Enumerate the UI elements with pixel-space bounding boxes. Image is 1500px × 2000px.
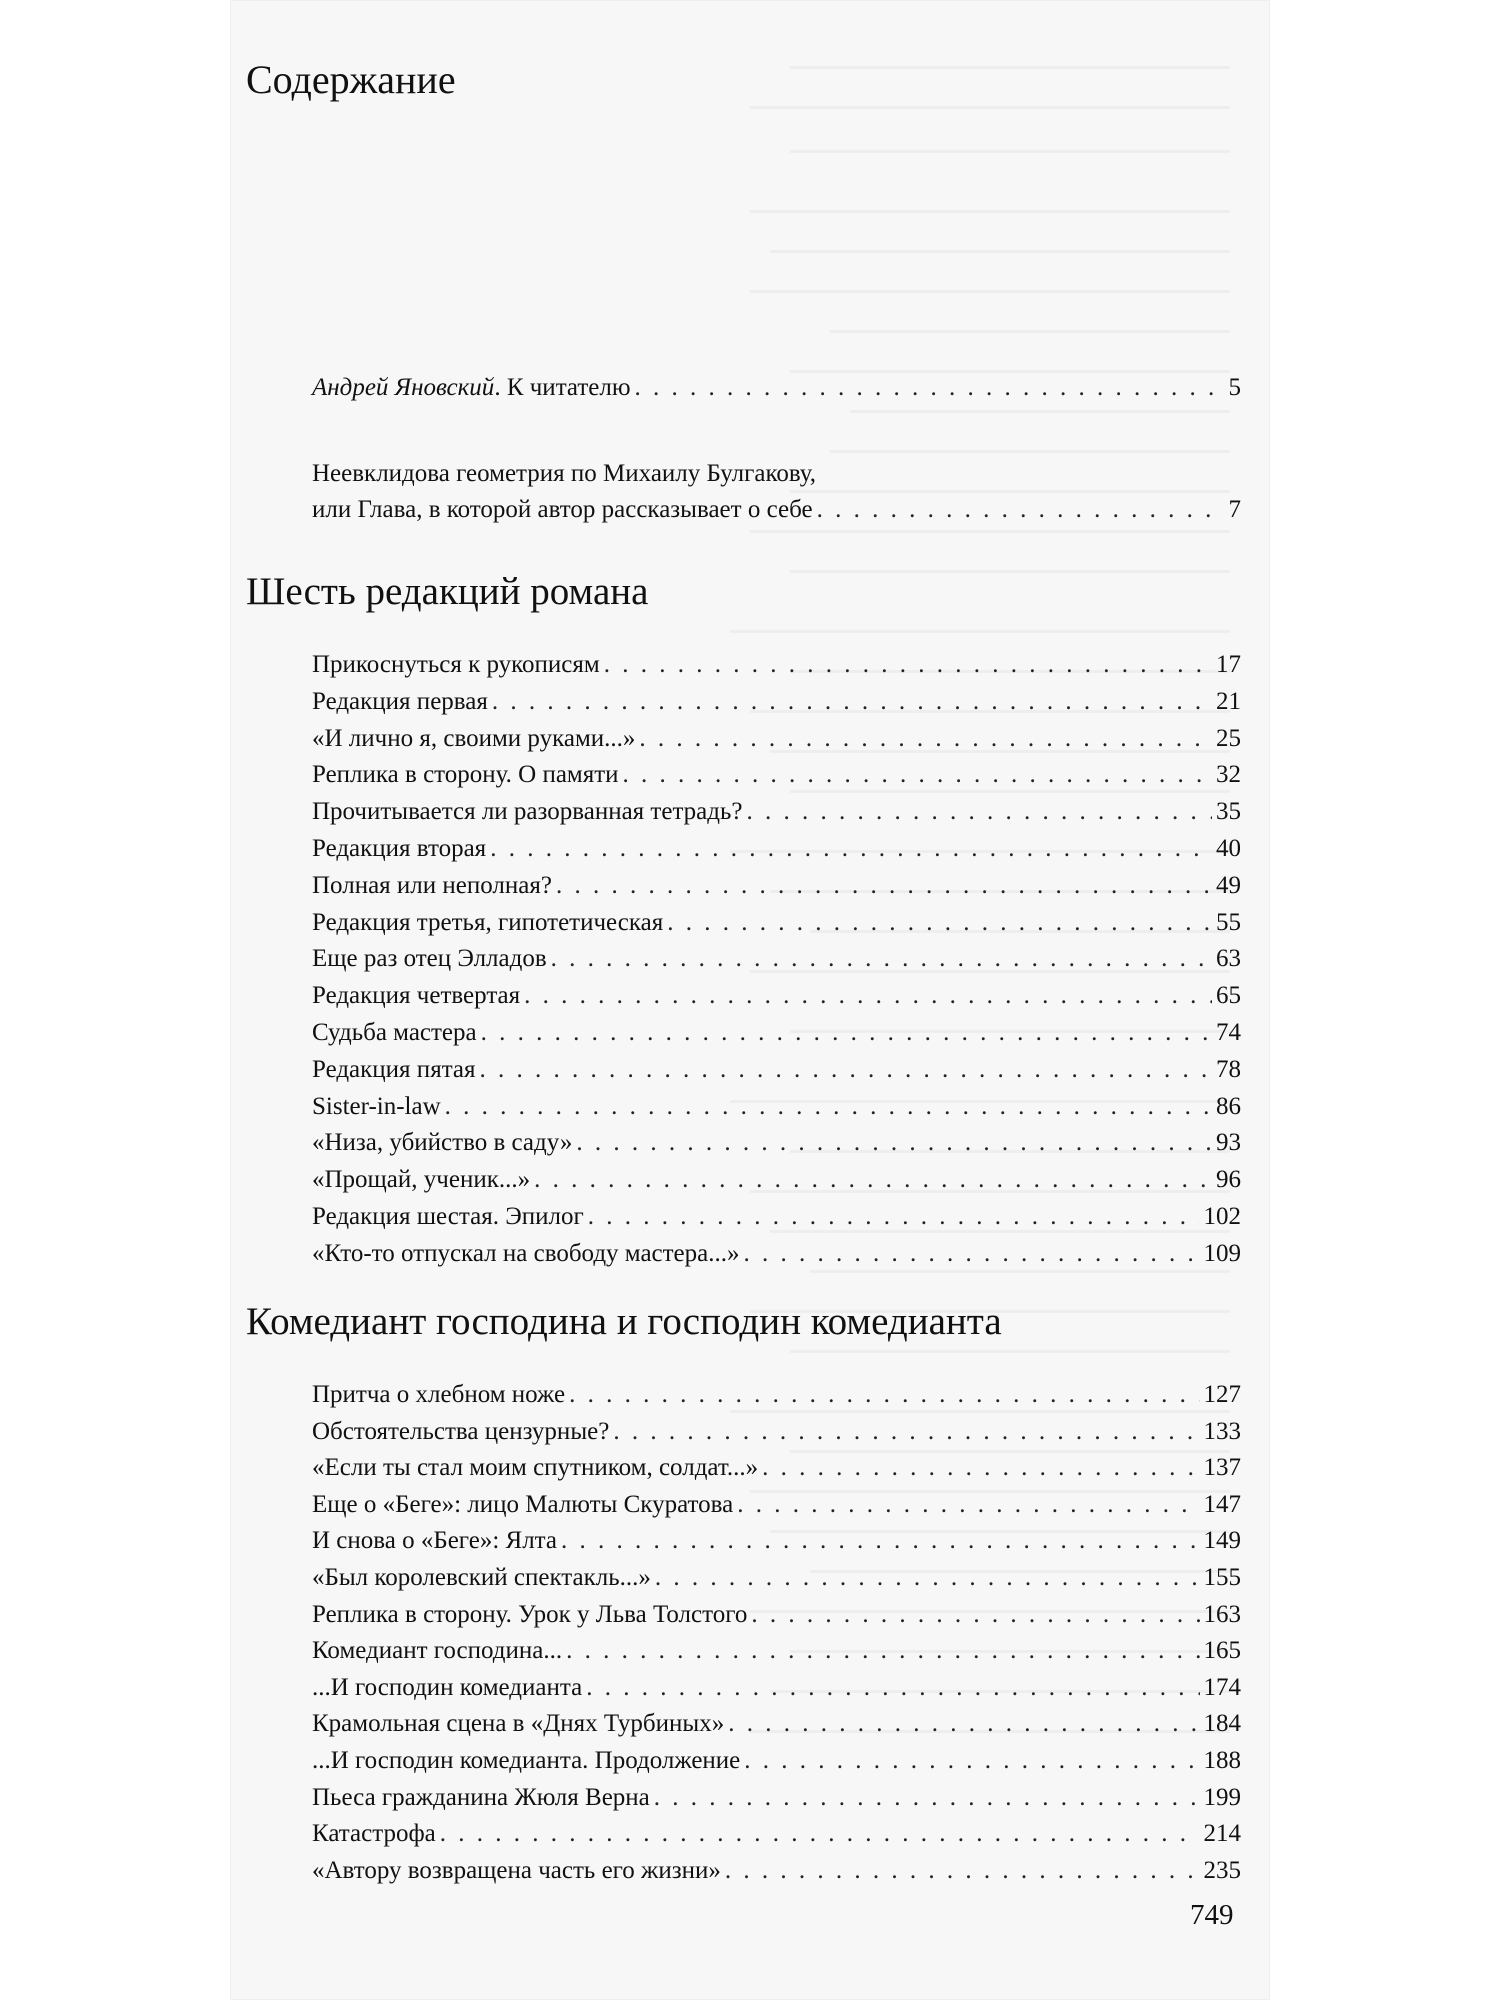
toc-entry-title: Прикоснуться к рукописям	[312, 651, 600, 678]
toc-entry-essay[interactable]	[312, 492, 1241, 528]
toc-entry-title: «Был королевский спектакль...»	[312, 1564, 651, 1591]
toc-entry-title: Прочитывается ли разорванная тетрадь?	[312, 798, 743, 826]
toc-entry-intro[interactable]	[312, 370, 1241, 406]
toc-page-number: 5	[1228, 374, 1241, 401]
toc-page-number: 133	[1203, 1417, 1241, 1445]
toc-entry-title: «Если ты стал моим спутником, солдат...»	[312, 1454, 759, 1482]
toc-page-number: 165	[1203, 1637, 1241, 1665]
toc-entry[interactable]	[312, 1450, 1241, 1486]
toc-page-number: 93	[1216, 1129, 1241, 1157]
toc-page-number: 17	[1216, 651, 1241, 678]
book-page	[230, 0, 1270, 2000]
toc-entry[interactable]	[312, 757, 1241, 793]
leader-dots	[480, 1052, 1212, 1088]
leader-dots	[635, 370, 1225, 406]
toc-page-number: 40	[1216, 835, 1241, 862]
toc-page-number: 49	[1216, 871, 1241, 899]
toc-entry-title: Полная или неполная?	[312, 871, 552, 899]
toc-page-number: 137	[1203, 1454, 1241, 1482]
toc-entry[interactable]	[312, 1377, 1241, 1413]
toc-entry-title: «Кто-то отпускал на свободу мастера...»	[312, 1239, 740, 1267]
toc-entry[interactable]	[312, 647, 1241, 683]
leader-dots	[481, 1015, 1212, 1051]
toc-entry[interactable]	[312, 1853, 1241, 1889]
leader-dots	[440, 1816, 1200, 1852]
leader-dots	[744, 1743, 1199, 1779]
toc-page-number: 25	[1216, 724, 1241, 752]
toc-entry[interactable]	[312, 1414, 1241, 1450]
toc-entry[interactable]	[312, 684, 1241, 720]
toc-entry[interactable]	[312, 831, 1241, 867]
toc-entry[interactable]	[312, 1162, 1241, 1198]
toc-page-number: 155	[1203, 1564, 1241, 1591]
leader-dots	[654, 1780, 1200, 1816]
leader-dots	[751, 1597, 1199, 1633]
toc-entry[interactable]	[312, 721, 1241, 757]
leader-dots	[576, 1125, 1212, 1161]
toc-entry-title: «И лично я, своими руками...»	[312, 724, 636, 752]
leader-dots	[728, 1706, 1199, 1742]
author-name: Андрей Яновский	[312, 374, 495, 401]
leader-dots	[817, 492, 1225, 528]
toc-entry-title: Реплика в сторону. О памяти	[312, 761, 619, 789]
leader-dots	[524, 978, 1212, 1014]
toc-page-number: 78	[1216, 1055, 1241, 1083]
leader-dots	[490, 831, 1212, 867]
toc-entry-title: ...И господин комедианта	[312, 1673, 583, 1701]
toc-entry-title: Пьеса гражданина Жюля Верна	[312, 1783, 650, 1811]
toc-entry-title: Редакция шестая. Эпилог	[312, 1203, 584, 1230]
toc-entry[interactable]	[312, 1125, 1241, 1161]
toc-page-number: 35	[1216, 798, 1241, 826]
page-title: Содержание	[246, 57, 456, 102]
toc-entry[interactable]	[312, 1052, 1241, 1088]
leader-dots	[725, 1853, 1200, 1889]
leader-dots	[566, 1633, 1199, 1669]
toc-entry[interactable]	[312, 1560, 1241, 1596]
toc-entry-title: «Автору возвращена часть его жизни»	[312, 1856, 721, 1884]
toc-entry-title: Реплика в сторону. Урок у Льва Толстого	[312, 1600, 748, 1628]
toc-entry[interactable]	[312, 978, 1241, 1014]
toc-entry-title: И снова о «Беге»: Ялта	[312, 1527, 557, 1555]
toc-page-number: 163	[1203, 1600, 1241, 1628]
toc-entry[interactable]	[312, 1743, 1241, 1779]
toc-entry-title: Редакция четвертая	[312, 982, 521, 1010]
toc-entry[interactable]	[312, 1670, 1241, 1706]
toc-entry[interactable]	[312, 905, 1241, 941]
toc-page-number: 199	[1203, 1783, 1241, 1811]
leader-dots	[586, 1670, 1199, 1706]
toc-page-number: 63	[1216, 945, 1241, 973]
toc-page-number: 55	[1216, 908, 1241, 936]
leader-dots	[604, 647, 1212, 683]
leader-dots	[569, 1377, 1199, 1413]
leader-dots	[613, 1414, 1199, 1450]
section-heading: Шесть редакций романа	[246, 570, 649, 613]
toc-page-number: 214	[1203, 1820, 1241, 1848]
leader-dots	[639, 721, 1212, 757]
leader-dots	[623, 757, 1212, 793]
toc-entry[interactable]	[312, 794, 1241, 830]
leader-dots	[534, 1162, 1212, 1198]
toc-entry[interactable]	[312, 1015, 1241, 1051]
toc-entry[interactable]	[312, 868, 1241, 904]
toc-entry[interactable]	[312, 1487, 1241, 1523]
toc-entry[interactable]	[312, 1706, 1241, 1742]
toc-entry[interactable]	[312, 1780, 1241, 1816]
toc-page-number: 188	[1203, 1747, 1241, 1774]
toc-page-number: 32	[1216, 761, 1241, 789]
toc-page-number: 184	[1203, 1710, 1241, 1738]
toc-entry-title: «Низа, убийство в саду»	[312, 1129, 573, 1157]
toc-page-number: 86	[1216, 1092, 1241, 1120]
toc-entry-title: Катастрофа	[312, 1820, 436, 1848]
toc-entry-title: Комедиант господина...	[312, 1637, 563, 1665]
toc-entry-essay-line1: Неевклидова геометрия по Михаилу Булгакову,	[312, 460, 817, 487]
toc-entry-title: Еще раз отец Элладов	[312, 945, 547, 973]
folio-page-number: 749	[1190, 1899, 1234, 1931]
section-heading: Комедиант господина и господин комедианта	[246, 1300, 1002, 1343]
toc-page-number: 109	[1203, 1239, 1241, 1267]
leader-dots	[747, 794, 1213, 830]
toc-entry[interactable]	[312, 1199, 1241, 1235]
toc-entry[interactable]	[312, 1816, 1241, 1852]
toc-entry-title: Еще о «Беге»: лицо Малюты Скуратова	[312, 1490, 734, 1518]
toc-entry-title: «Прощай, ученик...»	[312, 1166, 531, 1194]
toc-entry-title: Судьба мастера	[312, 1019, 477, 1046]
toc-page-number: 102	[1203, 1203, 1241, 1230]
toc-page-number: 96	[1216, 1166, 1241, 1194]
toc-page-number: 65	[1216, 982, 1241, 1010]
leader-dots	[551, 941, 1212, 977]
toc-entry-title: Sister-in-law	[312, 1092, 441, 1120]
toc-page-number: 174	[1203, 1673, 1241, 1701]
leader-dots	[667, 905, 1212, 941]
toc-page-number: 127	[1203, 1381, 1241, 1408]
toc-entry-title: Редакция вторая	[312, 835, 487, 862]
toc-entry[interactable]	[312, 1236, 1241, 1272]
toc-entry-title: Редакция третья, гипотетическая	[312, 908, 664, 936]
toc-entry[interactable]	[312, 1523, 1241, 1559]
leader-dots	[762, 1450, 1199, 1486]
leader-dots	[445, 1089, 1212, 1125]
toc-entry-title: Обстоятельства цензурные?	[312, 1417, 610, 1445]
toc-page-number: 21	[1216, 687, 1241, 715]
toc-entry[interactable]	[312, 941, 1241, 977]
toc-page-number: 74	[1216, 1019, 1241, 1046]
leader-dots	[561, 1523, 1200, 1559]
leader-dots	[655, 1560, 1200, 1596]
toc-page-number: 147	[1203, 1490, 1241, 1518]
toc-page-number: 235	[1203, 1856, 1241, 1884]
toc-page-number: 149	[1203, 1527, 1241, 1555]
toc-entry-title: Крамольная сцена в «Днях Турбиных»	[312, 1710, 725, 1738]
toc-entry-title: Андрей Яновский. К читателю	[312, 374, 631, 401]
toc-entry[interactable]	[312, 1597, 1241, 1633]
toc-page-number: 7	[1228, 496, 1241, 523]
leader-dots	[737, 1487, 1199, 1523]
toc-entry[interactable]	[312, 1633, 1241, 1669]
toc-entry-title: Притча о хлебном ноже	[312, 1381, 566, 1408]
leader-dots	[744, 1236, 1200, 1272]
toc-entry-title: Редакция пятая	[312, 1055, 476, 1083]
toc-entry-title: или Глава, в которой автор рассказывает о себе	[312, 496, 813, 523]
leader-dots	[556, 868, 1212, 904]
leader-dots	[492, 684, 1212, 720]
leader-dots	[588, 1199, 1200, 1235]
toc-entry-title: Редакция первая	[312, 687, 488, 715]
toc-entry-title: ...И господин комедианта. Продолжение	[312, 1747, 741, 1774]
toc-entry[interactable]	[312, 1089, 1241, 1125]
